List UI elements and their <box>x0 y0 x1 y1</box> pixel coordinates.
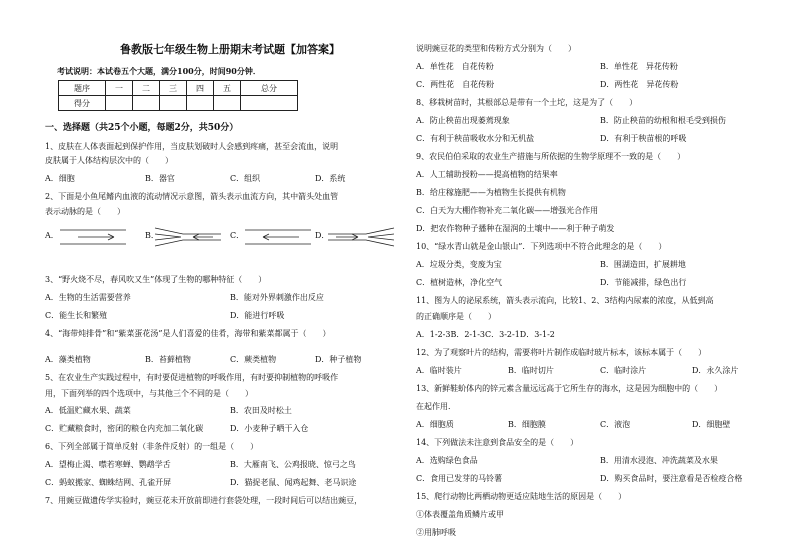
question-text: 9、农民伯伯采取的农业生产措施与所依据的生物学原理不一致的是（ ） <box>416 152 686 161</box>
option: D．两性花 异花传粉 <box>600 80 679 89</box>
option: C．临时涂片 <box>600 366 647 375</box>
score-table <box>58 80 298 111</box>
option: A．选购绿色食品 <box>416 456 478 465</box>
question-text: 用，下面列举的四个选项中，与其他三个不同的是（ ） <box>45 389 253 398</box>
option: D．能进行呼吸 <box>230 311 285 320</box>
question-text: 表示动脉的是（ ） <box>45 207 125 216</box>
question-text: 8、移栽树苗时，其根部总是带有一个土坨，这是为了（ ） <box>416 98 638 107</box>
question-text: 11、图为人的泌尿系统，箭头表示流向，比较1、2、3结构内尿素的浓度，从低到高 <box>416 296 714 305</box>
option: C．食用已发芽的马铃薯 <box>416 474 503 483</box>
option: A．防止秧苗出现萎蔫现象 <box>416 116 510 125</box>
score-header-cell: 一 <box>106 81 133 96</box>
section-heading: 一、选择题（共25个小题，每题2分，共50分） <box>45 123 239 133</box>
option: B．单性花 异花传粉 <box>600 62 678 71</box>
option: D．把农作物种子播种在湿润的土壤中——利于种子萌发 <box>416 224 615 233</box>
option: C．有利于秧苗吸收水分和无机盐 <box>416 134 535 143</box>
option: A． <box>45 231 59 240</box>
option: D．永久涂片 <box>692 366 739 375</box>
exam-instructions: 考试说明：本试卷五个大题，满分100分，时间90分钟． <box>57 66 261 76</box>
score-header-cell: 二 <box>133 81 160 96</box>
question-text: 7、用豌豆做遗传学实验时，豌豆花未开放前即进行套袋处理，一段时间后可以结出豌豆， <box>45 496 363 505</box>
question-text: 的正确顺序是（ ） <box>416 312 496 321</box>
score-cell <box>160 96 187 111</box>
question-text: 4、“海带炖排骨”和“紫菜蛋花汤”是人们喜爱的佳肴，海带和紫菜都属于（ ） <box>45 329 331 338</box>
option: D．小麦种子晒干入仓 <box>230 424 309 433</box>
score-cell <box>214 96 241 111</box>
option: B．临时切片 <box>508 366 554 375</box>
option: B．给庄稼施肥——为植物生长提供有机物 <box>416 188 566 197</box>
score-header-cell: 四 <box>187 81 214 96</box>
option: D． <box>315 231 330 240</box>
question-text: 在起作用． <box>416 402 456 411</box>
question-text: 说明豌豆花的类型和传粉方式分别为（ ） <box>416 44 576 53</box>
option: D．购买食品时，要注意看是否检疫合格 <box>600 474 743 483</box>
option: B．农田及时松土 <box>230 406 292 415</box>
question-text: 14、下列做法未注意到食品安全的是（ ） <box>416 438 579 447</box>
option: D．猫捉老鼠、闻鸡起舞、老马识途 <box>230 478 357 487</box>
option: D．细胞壁 <box>692 420 731 429</box>
option: A．藻类植物 <box>45 355 91 364</box>
option: C．液泡 <box>600 420 631 429</box>
score-header-cell: 五 <box>214 81 241 96</box>
score-cell <box>106 96 133 111</box>
question-text: 10、“绿水青山就是金山银山”．下列选项中不符合此理念的是（ ） <box>416 242 667 251</box>
question-text: 3、“野火烧不尽，春风吹又生”体现了生物的哪种特征（ ） <box>45 275 267 284</box>
option: D．系统 <box>315 174 346 183</box>
page-title: 鲁教版七年级生物上册期末考试题【加答案】 <box>120 43 340 56</box>
score-cell <box>241 96 298 111</box>
option: B．用清水浸泡、冲洗蔬菜及水果 <box>600 456 718 465</box>
option: A．低温贮藏水果、蔬菜 <box>45 406 131 415</box>
option: B． <box>145 231 159 240</box>
option: B．器官 <box>145 174 175 183</box>
option: B．大雁南飞、公鸡报晓、惊弓之鸟 <box>230 460 356 469</box>
question-text: 皮肤属于人体结构层次中的（ ） <box>45 156 173 165</box>
list-item: ②用肺呼吸 <box>416 528 456 537</box>
option: B．细胞膜 <box>508 420 546 429</box>
option: A．临时装片 <box>416 366 462 375</box>
option: C．能生长和繁殖 <box>45 311 108 320</box>
question-text: 5、在农业生产实践过程中，有时要促进植物的呼吸作用，有时要抑制植物的呼吸作 <box>45 373 339 382</box>
option: A．单性花 自花传粉 <box>416 62 494 71</box>
question-text: 2、下面是小鱼尾鳍内血液的流动情况示意图，箭头表示血流方向，其中箭头处血管 <box>45 192 339 201</box>
option: A．细胞 <box>45 174 75 183</box>
option: C．蚂蚁搬家、蜘蛛结网、孔雀开屏 <box>45 478 172 487</box>
score-header-cell: 三 <box>160 81 187 96</box>
question-text: 13、新鲜鞋蚧体内的锌元素含量远远高于它所生存的海水，这是因为细胞中的（ ） <box>416 384 723 393</box>
option: D．种子植物 <box>315 355 362 364</box>
option: A．垃圾分类，变废为宝 <box>416 260 502 269</box>
question-text: 1、皮肤在人体表面起到保护作用，当皮肤划破时人会感到疼痛，甚至会流血，说明 <box>45 142 339 151</box>
option: C．植树造林，净化空气 <box>416 278 503 287</box>
score-cell <box>133 96 160 111</box>
vessel-diagram-c <box>243 226 313 248</box>
option: C．组织 <box>230 174 261 183</box>
score-row-label: 得分 <box>59 96 106 111</box>
score-cell <box>187 96 214 111</box>
score-table-score-row <box>59 96 298 111</box>
option: B．防止秧苗的幼根和根毛受到损伤 <box>600 116 726 125</box>
option: A．细胞质 <box>416 420 454 429</box>
option: C．两性花 自花传粉 <box>416 80 495 89</box>
score-header-cell: 题序 <box>59 81 106 96</box>
list-item: ①体表覆盖角质鳞片或甲 <box>416 510 504 519</box>
option: B．能对外界刺激作出反应 <box>230 293 324 302</box>
option: A．1-2-3B．2-1-3C．3-2-1D．3-1-2 <box>416 330 555 339</box>
question-text: 6、下列全部属于简单反射（非条件反射）的一组是（ ） <box>45 442 259 451</box>
option: D．节能减排，绿色出行 <box>600 278 687 287</box>
vessel-diagram-a <box>58 226 128 248</box>
score-table-header-row <box>59 81 298 96</box>
vessel-diagram-d <box>326 226 396 248</box>
option: A．人工辅助授粉——提高植物的结果率 <box>416 170 558 179</box>
option: A．望梅止渴、噤若寒蝉、鹦鹉学舌 <box>45 460 171 469</box>
option: C． <box>230 231 245 240</box>
question-text: 15、爬行动物比两栖动物更适应陆地生活的原因是（ ） <box>416 492 627 501</box>
option: B．围湖造田，扩展耕地 <box>600 260 686 269</box>
vessel-diagram-b <box>153 226 223 248</box>
option: D．有利于秧苗根的呼吸 <box>600 134 687 143</box>
option: A．生物的生活需要营养 <box>45 293 131 302</box>
option: C．蕨类植物 <box>230 355 277 364</box>
option: C．白天为大棚作物补充二氧化碳——增强光合作用 <box>416 206 599 215</box>
option: B．苔藓植物 <box>145 355 191 364</box>
score-header-cell: 总分 <box>241 81 298 96</box>
question-text: 12、为了观察叶片的结构，需要将叶片制作成临时玻片标本，该标本属于（ ） <box>416 348 707 357</box>
option: C．贮藏粮食时，密闭的粮仓内充加二氧化碳 <box>45 424 204 433</box>
